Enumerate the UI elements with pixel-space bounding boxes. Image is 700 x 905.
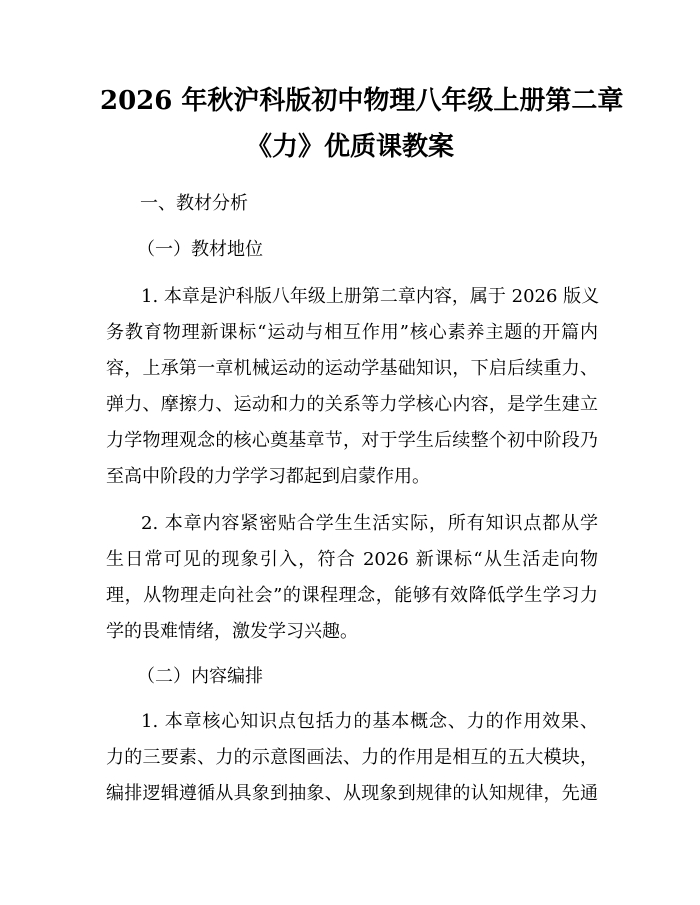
document-title-line-1: 2026 年秋沪科版初中物理八年级上册第二章 [100, 86, 624, 116]
paragraph-core-knowledge [106, 704, 598, 812]
paragraph-chapter-position [106, 279, 598, 495]
subsection-heading-content-arrangement: （二）内容编排 [137, 666, 263, 687]
paragraph-life-connection [106, 506, 598, 650]
paragraph-line: 务教育物理新课标“运动与相互作用”核心素养主题的开篇内 [106, 322, 598, 343]
paragraph-line: 弹力、摩擦力、运动和力的关系等力学核心内容，是学生建立 [106, 394, 598, 415]
section-heading-textbook-analysis: 一、教材分析 [140, 193, 248, 214]
document-title-line-2: 《力》优质课教案 [245, 132, 454, 162]
paragraph-line: 2. 本章内容紧密贴合学生生活实际，所有知识点都从学 [141, 513, 598, 534]
paragraph-line: 1. 本章是沪科版八年级上册第二章内容，属于 2026 版义 [141, 286, 600, 307]
paragraph-line: 容，上承第一章机械运动的运动学基础知识，下启后续重力、 [106, 358, 598, 379]
paragraph-line: 1. 本章核心知识点包括力的基本概念、力的作用效果、 [141, 711, 598, 732]
paragraph-line: 至高中阶段的力学学习都起到启蒙作用。 [106, 466, 430, 487]
paragraph-line: 学的畏难情绪，激发学习兴趣。 [106, 621, 358, 642]
paragraph-line: 力的三要素、力的示意图画法、力的作用是相互的五大模块， [106, 747, 598, 768]
paragraph-line: 力学物理观念的核心奠基章节，对于学生后续整个初中阶段乃 [106, 430, 598, 451]
paragraph-line: 编排逻辑遵循从具象到抽象、从现象到规律的认知规律，先通 [106, 783, 598, 804]
subsection-heading-textbook-position: （一）教材地位 [137, 239, 263, 260]
paragraph-line: 理，从物理走向社会”的课程理念，能够有效降低学生学习力 [106, 585, 598, 606]
paragraph-line: 生日常可见的现象引入，符合 2026 新课标“从生活走向物 [106, 549, 598, 570]
